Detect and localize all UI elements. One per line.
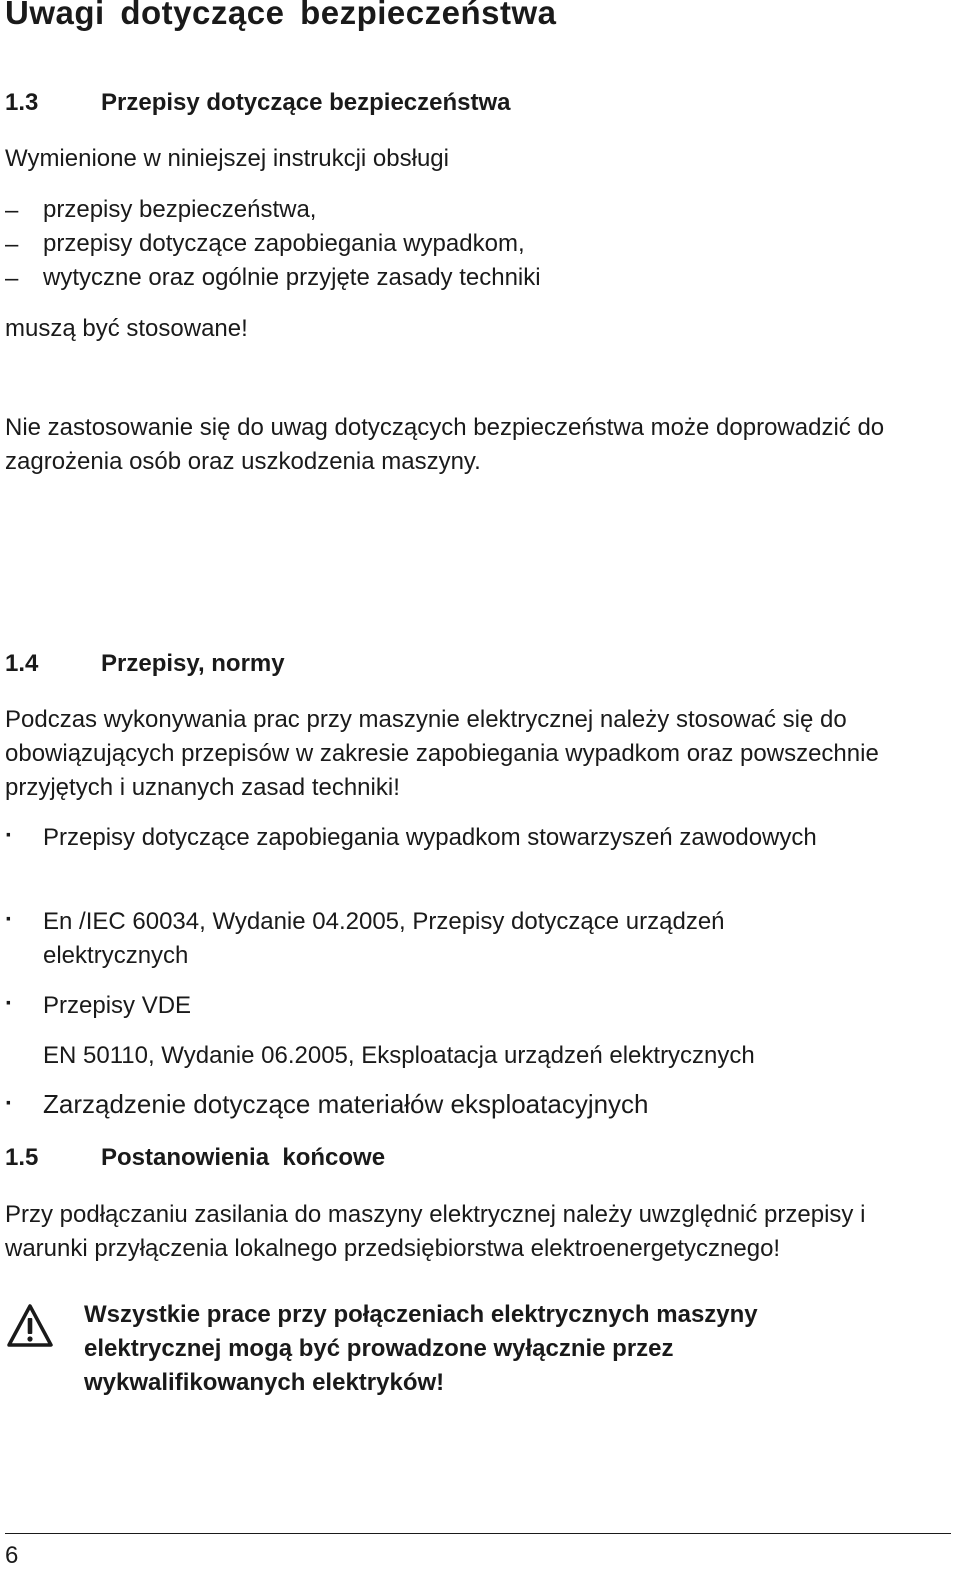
section-1-5-title: Postanowienia końcowe xyxy=(101,1144,386,1171)
bullet-marker: · xyxy=(5,1090,13,1117)
bullet-marker: · xyxy=(5,906,13,933)
warning-text-line: wykwalifikowanych elektryków! xyxy=(84,1369,445,1396)
warning-text-line: elektrycznej mogą być prowadzone wyłącznie przez xyxy=(84,1335,674,1362)
list-marker: – xyxy=(5,265,19,292)
list-item: przepisy bezpieczeństwa, xyxy=(43,196,317,223)
bullet-marker: · xyxy=(5,990,13,1017)
section-1-3-number: 1.3 xyxy=(5,89,39,116)
warning-text-line: Wszystkie prace przy połączeniach elektrycznych maszyny xyxy=(84,1301,758,1328)
list-marker: – xyxy=(5,231,19,258)
page-title: Uwagi dotyczące bezpieczeństwa xyxy=(5,0,557,31)
list-item-continuation: elektrycznych xyxy=(43,942,189,969)
section-1-5-paragraph: Przy podłączaniu zasilania do maszyny elektrycznej należy uwzględnić przepisy i warunki przyłączenia lokalnego przedsiębiorstwa elektroenergetycznego! xyxy=(5,1201,866,1262)
list-sub-item: EN 50110, Wydanie 06.2005, Eksploatacja urządzeń elektrycznych xyxy=(43,1042,755,1069)
list-item: Zarządzenie dotyczące materiałów eksploatacyjnych xyxy=(43,1089,649,1119)
bullet-marker: · xyxy=(5,822,13,849)
list-item: wytyczne oraz ogólnie przyjęte zasady techniki xyxy=(43,264,541,291)
list-item: Przepisy dotyczące zapobiegania wypadkom stowarzyszeń zawodowych xyxy=(43,824,817,851)
warning-triangle-icon xyxy=(6,1303,54,1349)
section-1-3-warning-paragraph: Nie zastosowanie się do uwag dotyczących bezpieczeństwa może doprowadzić do zagrożenia osób oraz uszkodzenia maszyny. xyxy=(5,414,885,475)
section-1-4-number: 1.4 xyxy=(5,650,39,677)
page-number: 6 xyxy=(5,1542,19,1569)
list-marker: – xyxy=(5,197,19,224)
list-item: En /IEC 60034, Wydanie 04.2005, Przepisy dotyczące urządzeń xyxy=(43,908,725,935)
section-1-3-title: Przepisy dotyczące bezpieczeństwa xyxy=(101,89,511,116)
footer-divider xyxy=(5,1533,951,1534)
section-1-4-paragraph: Podczas wykonywania prac przy maszynie elektrycznej należy stosować się do obowiązujących przepisów w zakresie zapobiegania wypadkom oraz powszechnie przyjętych i uznanych zasad techniki! xyxy=(5,706,879,801)
section-1-3-after-list: muszą być stosowane! xyxy=(5,315,248,342)
section-1-4-title: Przepisy, normy xyxy=(101,650,285,677)
section-1-5-number: 1.5 xyxy=(5,1144,39,1171)
list-item: Przepisy VDE xyxy=(43,992,192,1019)
section-1-3-intro: Wymienione w niniejszej instrukcji obsługi xyxy=(5,145,449,172)
list-item: przepisy dotyczące zapobiegania wypadkom, xyxy=(43,230,525,257)
